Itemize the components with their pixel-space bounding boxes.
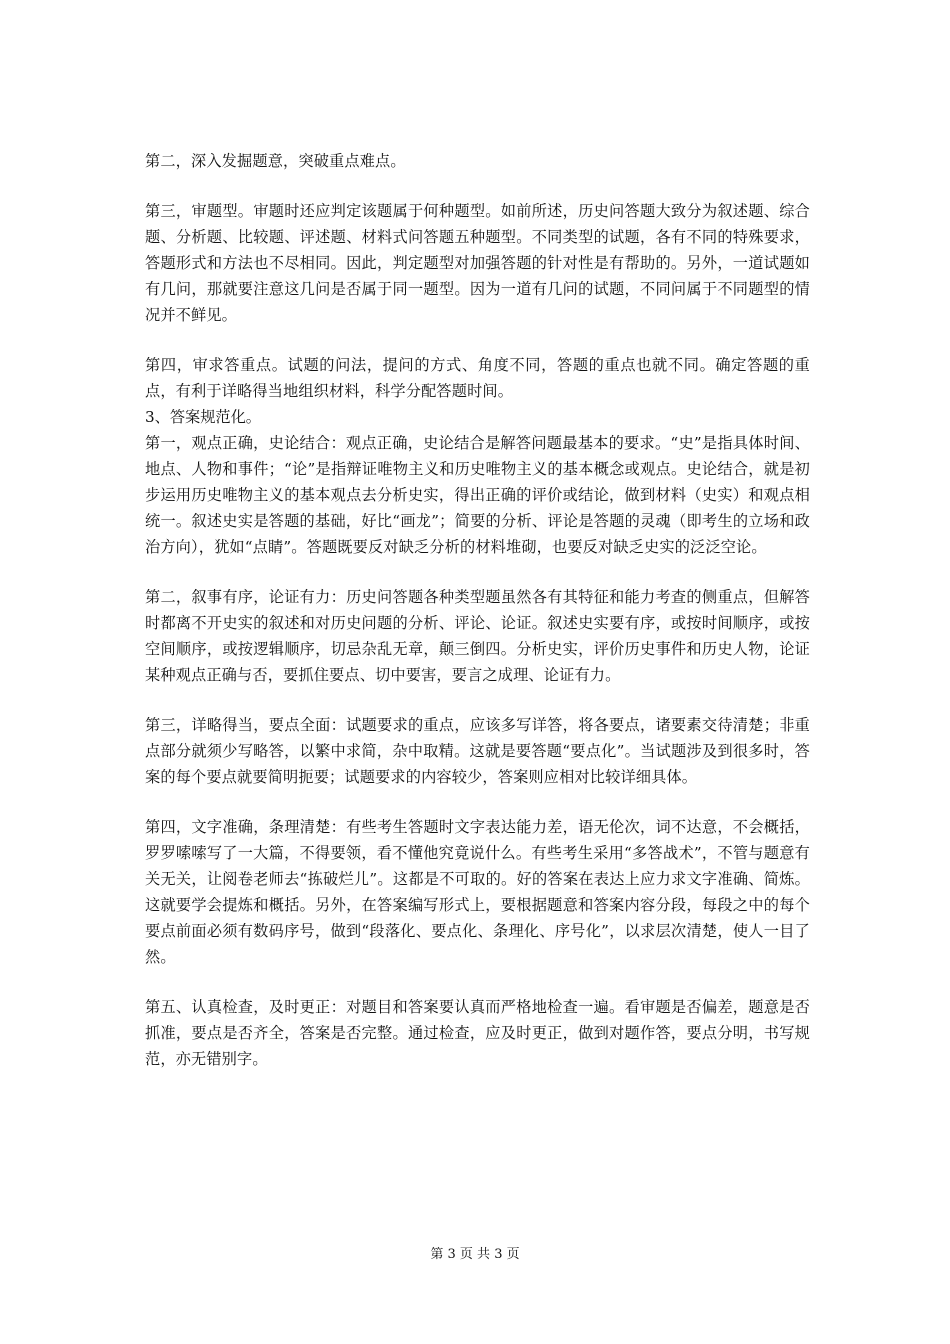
section-paragraph-4: 第四，文字准确，条理清楚：有些考生答题时文字表达能力差，语无伦次，词不达意，不会概括，罗罗嗦嗦写了一大篇，不得要领，看不懂他究竟说什么。有些考生采用“多答战术”，不管与题意有关无关，让阅卷老师去“拣破烂儿”。这都是不可取的。好的答案在表达上应力求文字准确、简炼。这就要学会提炼和概括。另外，在答案编写形式上，要根据题意和答案内容分段，每段之中的每个要点前面必须有数码序号，做到“段落化、要点化、条理化、序号化”，以求层次清楚，使人一目了然。 [145,818,810,966]
section-heading: 3、答案规范化。 [145,408,261,426]
section-paragraph-1: 第一，观点正确，史论结合：观点正确，史论结合是解答问题最基本的要求。“史”是指具体时间、地点、人物和事件；“论”是指辩证唯物主义和历史唯物主义的基本概念或观点。史论结合，就是初步运用历史唯物主义的基本观点去分析史实，得出正确的评价或结论，做到材料（史实）和观点相统一。叙述史实是答题的基础，好比“画龙”；简要的分析、评论是答题的灵魂（即考生的立场和政治方向），犹如“点睛”。答题既要反对缺乏分析的材料堆砌，也要反对缺乏史实的泛泛空论。 [145,434,810,556]
paragraph-1: 第二，深入发掘题意，突破重点难点。 [145,152,406,170]
section-paragraph-5: 第五、认真检查，及时更正：对题目和答案要认真而严格地检查一遍。看审题是否偏差，题意是否抓准，要点是否齐全，答案是否完整。通过检查，应及时更正，做到对题作答，要点分明，书写规范，亦无错别字。 [145,998,810,1068]
paragraph-2: 第三，审题型。审题时还应判定该题属于何种题型。如前所述，历史问答题大致分为叙述题、综合题、分析题、比较题、评述题、材料式问答题五种题型。不同类型的试题，各有不同的特殊要求，答题形式和方法也不尽相同。因此，判定题型对加强答题的针对性是有帮助的。另外，一道试题如有几问，那就要注意这几问是否属于同一题型。因为一道有几问的试题，不同问属于不同题型的情况并不鲜见。 [145,202,810,324]
page-number-label: 第 3 页 共 3 页 [430,1247,520,1262]
section-paragraph-2: 第二，叙事有序，论证有力：历史问答题各种类型题虽然各有其特征和能力考查的侧重点，但解答时都离不开史实的叙述和对历史问题的分析、评论、论证。叙述史实要有序，或按时间顺序，或按空间顺序，或按逻辑顺序，切忌杂乱无章，颠三倒四。分析史实，评价历史事件和历史人物，论证某种观点正确与否，要抓住要点、切中要害，要言之成理、论证有力。 [145,588,810,684]
paragraph-3: 第四，审求答重点。试题的问法，提问的方式、角度不同，答题的重点也就不同。确定答题的重点，有利于详略得当地组织材料，科学分配答题时间。 [145,356,810,400]
page-footer [0,1246,950,1264]
section-paragraph-3: 第三，详略得当，要点全面：试题要求的重点，应该多写详答，将各要点，诸要素交待清楚；非重点部分就须少写略答，以繁中求简，杂中取精。这就是要答题“要点化”。当试题涉及到很多时，答案的每个要点就要简明扼要；试题要求的内容较少，答案则应相对比较详细具体。 [145,716,810,786]
page-content [145,148,810,1072]
